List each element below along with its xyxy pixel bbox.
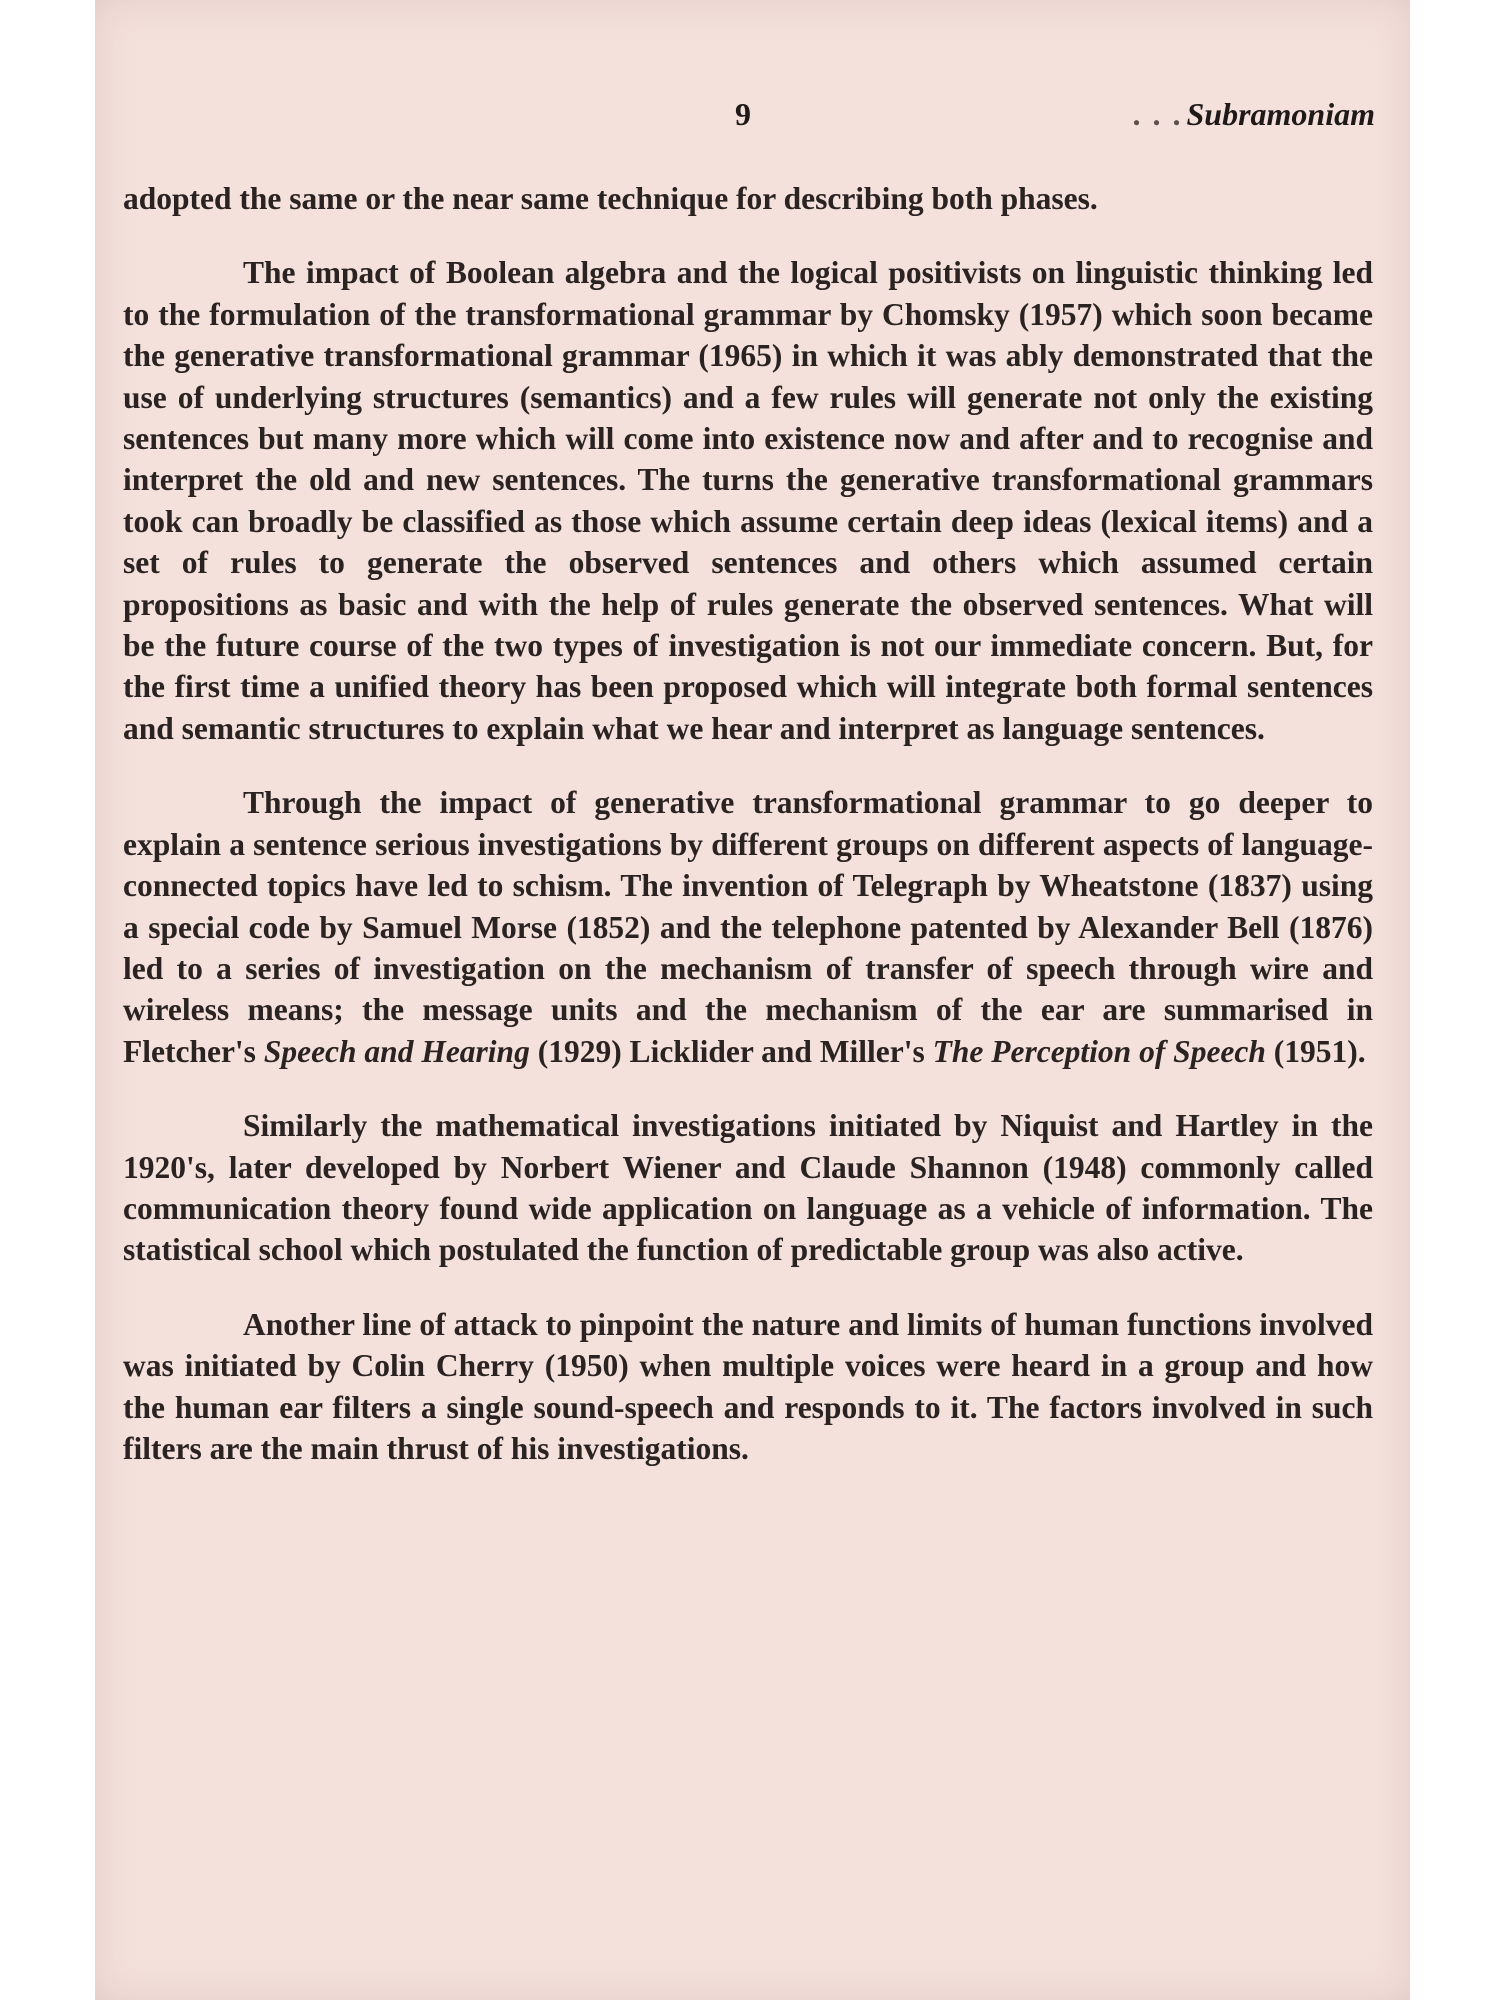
paragraph-3 — [123, 782, 1373, 1072]
book-title-perception-of-speech: The Perception of Speech — [932, 1033, 1266, 1069]
body-text — [123, 178, 1373, 1502]
page-header — [95, 96, 1410, 140]
book-page — [95, 0, 1410, 2000]
paragraph-4-text: Similarly the mathematical investigations initiated by Niquist and Hartley in the 1920's, later developed by Norbert Wiener and Claude Shannon (1948) commonly called communication theory found wide application on language as a vehicle of information. The statistical school which postulated the function of predictable group was also active. — [123, 1108, 1373, 1268]
paragraph-1-text: adopted the same or the near same technique for describing both phases. — [123, 181, 1098, 216]
paragraph-4 — [123, 1105, 1373, 1271]
paragraph-1 — [123, 178, 1373, 219]
paragraph-2-text: The impact of Boolean algebra and the logical positivists on linguistic thinking led to the formulation of the transformational grammar by Chomsky (1957) which soon became the generative transformational grammar (1965) in which it was ably demonstrated that the use of underlying structures (semantics) and a few rules will generate not only the existing sentences but many more which will come into existence now and after and to recognise and interpret the old and new sentences. The turns the generative transformational grammars took can broadly be classified as those which assume certain deep ideas (lexical items) and a set of rules to generate the observed sentences and others which assumed certain propositions as basic and with the help of rules generate the observed sentences. What will be the future course of the two types of investigation is not our immediate concern. But, for the first time a unified theory has been proposed which will integrate both formal sentences and semantic structures to explain what we hear and interpret as language sentences. — [123, 255, 1373, 746]
running-head — [1132, 96, 1375, 133]
page-number: 9 — [735, 96, 751, 132]
paragraph-3-text: Through the impact of generative transformational grammar to go deeper to explain a sentence serious investigations by different groups on different aspects of language-connected topics have led to schism. The invention of Telegraph by Wheatstone (1837) using a special code by Samuel Morse (1852) and the telephone patented by Alexander Bell (1876) led to a series of investigation on the mechanism of transfer of speech through wire and wireless means; the message units and the mechanism of the ear are summarised in Fletcher's — [123, 785, 1373, 1069]
paragraph-5-text: Another line of attack to pinpoint the nature and limits of human functions involved was initiated by Colin Cherry (1950) when multiple voices were heard in a group and how the human ear filters a single sound-speech and responds to it. The factors involved in such filters are the main thrust of his investigations. — [123, 1306, 1373, 1466]
running-head-author: Subramoniam — [1186, 96, 1375, 132]
paragraph-3-mid: (1929) Licklider and Miller's — [537, 1033, 925, 1069]
paragraph-2 — [123, 252, 1373, 749]
paragraph-5 — [123, 1304, 1373, 1470]
book-title-speech-and-hearing: Speech and Hearing — [263, 1033, 530, 1069]
leader-dots: . . . — [1132, 96, 1183, 132]
paragraph-3-end: (1951). — [1273, 1033, 1366, 1069]
